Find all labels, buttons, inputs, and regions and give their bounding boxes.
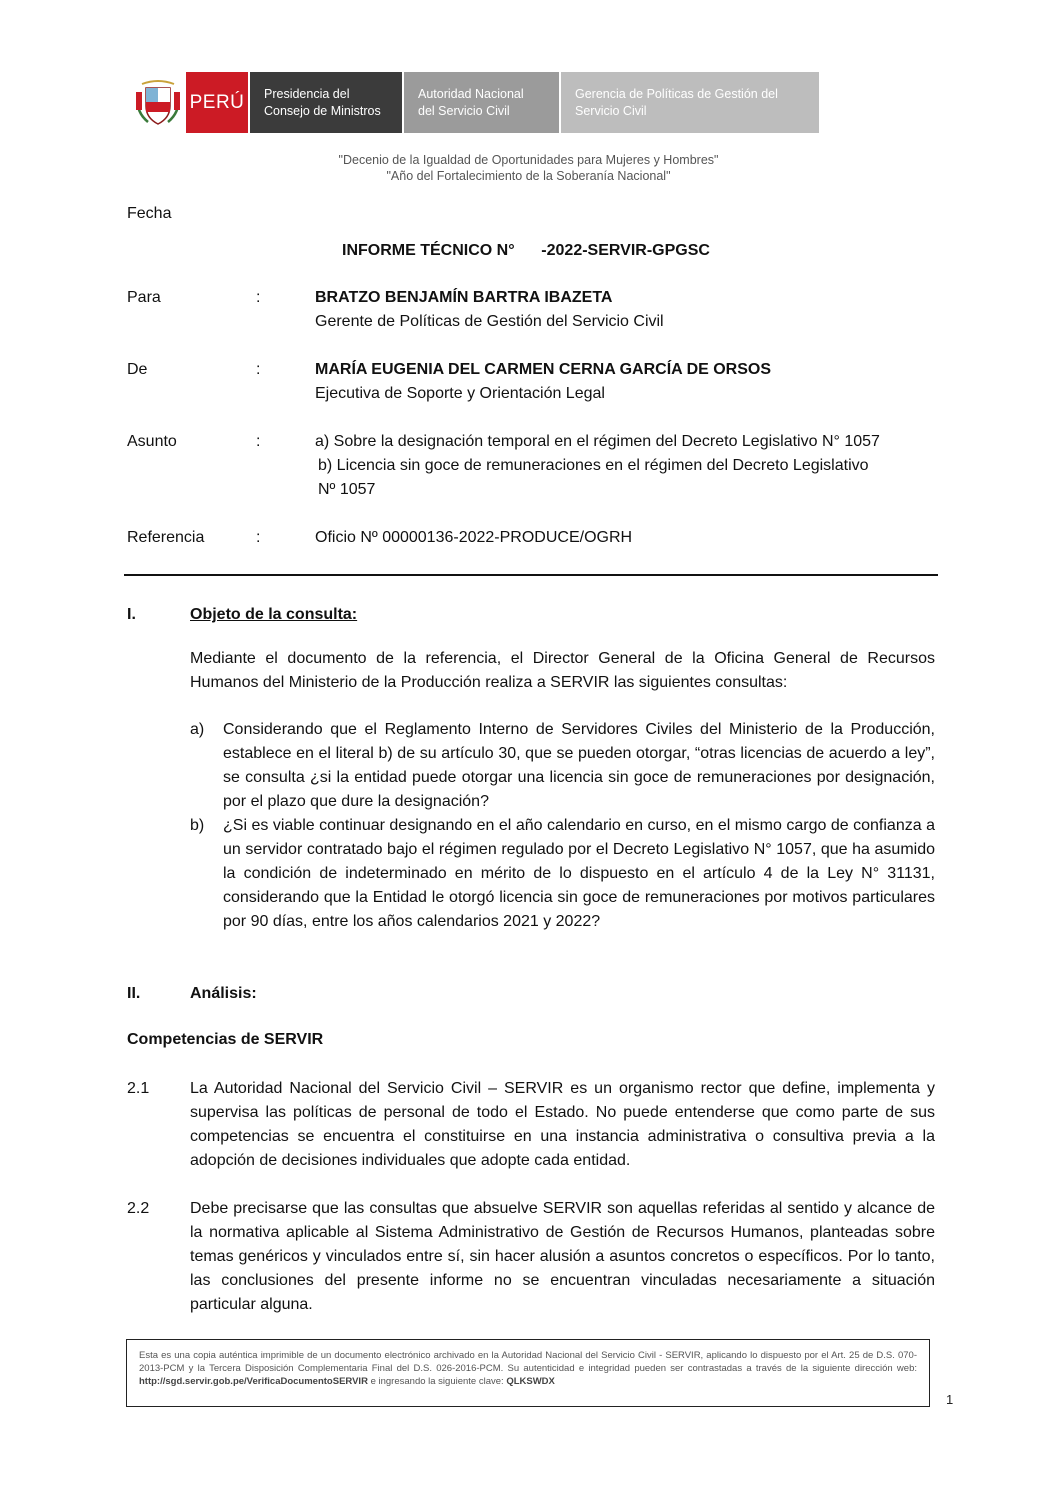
section1-heading: Objeto de la consulta: <box>190 606 358 623</box>
header-segment-gerencia: Gerencia de Políticas de Gestión del Servicio Civil <box>561 72 819 133</box>
paragraph-2-1: La Autoridad Nacional del Servicio Civil – SERVIR es un organismo rector que define, implementa y supervisa las políticas de personal de todo el Estado. No puede entenderse que como parte de sus competencias se encuentra el constituirse en una instancia administrativa o consultiva previa a la adopción de decisiones individuales que adopte cada entidad. <box>190 1080 935 1169</box>
header-divider <box>124 574 938 576</box>
asunto-item-a: a) Sobre la designación temporal en el régimen del Decreto Legislativo N° 1057 <box>315 433 880 450</box>
decenio-line2: "Año del Fortalecimiento de la Soberanía Nacional" <box>386 169 671 183</box>
decenio-line1: "Decenio de la Igualdad de Oportunidades para Mujeres y Hombres" <box>338 153 719 167</box>
para-name: BRATZO BENJAMÍN BARTRA IBAZETA <box>315 289 613 306</box>
footer-clave-text: e ingresando la siguiente clave: <box>370 1376 504 1387</box>
referencia-colon: : <box>256 529 261 546</box>
paragraph-2-2-number: 2.2 <box>127 1200 150 1217</box>
de-label: De <box>127 361 148 378</box>
section1-intro: Mediante el documento de la referencia, el Director General de la Oficina General de Recursos Humanos del Ministerio de la Producción realiza a SERVIR las siguientes consultas: <box>190 650 935 691</box>
asunto-item-b-cont: Nº 1057 <box>318 481 376 498</box>
header-segment-servir: Autoridad Nacional del Servicio Civil <box>404 72 559 133</box>
fecha-label: Fecha <box>127 205 172 222</box>
verification-link[interactable]: http://sgd.servir.gob.pe/VerificaDocumentoSERVIR <box>139 1376 368 1387</box>
de-role: Ejecutiva de Soporte y Orientación Legal <box>315 385 605 402</box>
asunto-colon: : <box>256 433 261 450</box>
de-colon: : <box>256 361 261 378</box>
item-a-label: a) <box>190 721 205 738</box>
section2-subheading: Competencias de SERVIR <box>127 1031 324 1048</box>
item-b-label: b) <box>190 817 205 834</box>
referencia-label: Referencia <box>127 529 205 546</box>
section2-number: II. <box>127 985 141 1002</box>
coat-of-arms-icon <box>130 72 186 133</box>
document-title: INFORME TÉCNICO N° -2022-SERVIR-GPGSC <box>342 242 710 259</box>
section1-number: I. <box>127 606 136 623</box>
institutional-header <box>130 72 819 133</box>
para-label: Para <box>127 289 161 306</box>
paragraph-2-1-number: 2.1 <box>127 1080 150 1097</box>
de-name: MARÍA EUGENIA DEL CARMEN CERNA GARCÍA DE ORSOS <box>315 361 772 378</box>
header-segment-pcm: Presidencia del Consejo de Ministros <box>250 72 402 133</box>
verification-key: QLKSWDX <box>506 1376 555 1387</box>
asunto-item-b: b) Licencia sin goce de remuneraciones en el régimen del Decreto Legislativo <box>318 457 869 474</box>
section2-heading: Análisis: <box>190 985 257 1002</box>
footer-text: Esta es una copia auténtica imprimible de un documento electrónico archivado en la Autoridad Nacional del Servicio Civil - SERVIR, aplicando lo dispuesto por el Art. 25 de D.S. 070-2013-PCM y la Tercera Disposición Complementaria Final del D.S. 026-2016-PCM. Su autenticidad e integridad pueden ser contrastadas a través de la siguiente dirección web: <box>139 1350 917 1374</box>
peru-logo: PERÚ <box>186 72 248 133</box>
item-a-text: Considerando que el Reglamento Interno de Servidores Civiles del Ministerio de la Producción, establece en el literal b) de su artículo 30, que se pueden otorgar, “otras licencias de acuerdo a ley”, se consulta ¿si la entidad puede otorgar una licencia sin goce de remuneraciones por designación, por el plazo que dure la designación? <box>223 721 935 810</box>
asunto-label: Asunto <box>127 433 177 450</box>
para-colon: : <box>256 289 261 306</box>
authenticity-footer <box>126 1339 930 1407</box>
item-b-text: ¿Si es viable continuar designando en el año calendario en curso, en el mismo cargo de confianza a un servidor contratado bajo el régimen regulado por el Decreto Legislativo N° 1057, que ha asumido la condición de indeterminado en mérito de lo dispuesto en el artículo 4 de la Ley N° 31131, considerando que la Entidad le otorgó licencia sin goce de remuneraciones por motivos particulares por 90 días, entre los años calendarios 2021 y 2022? <box>223 817 935 930</box>
page-number: 1 <box>946 1392 954 1407</box>
para-role: Gerente de Políticas de Gestión del Servicio Civil <box>315 313 664 330</box>
paragraph-2-2: Debe precisarse que las consultas que absuelve SERVIR son aquellas referidas al sentido y alcance de la normativa aplicable al Sistema Administrativo de Gestión de Recursos Humanos, planteadas sobre temas genéricos y vinculados entre sí, sin hacer alusión a asuntos concretos o específicos. Por lo tanto, las conclusiones del presente informe no se encuentran vinculadas necesariamente a situación particular alguna. <box>190 1200 935 1313</box>
referencia-value: Oficio Nº 00000136-2022-PRODUCE/OGRH <box>315 529 633 546</box>
